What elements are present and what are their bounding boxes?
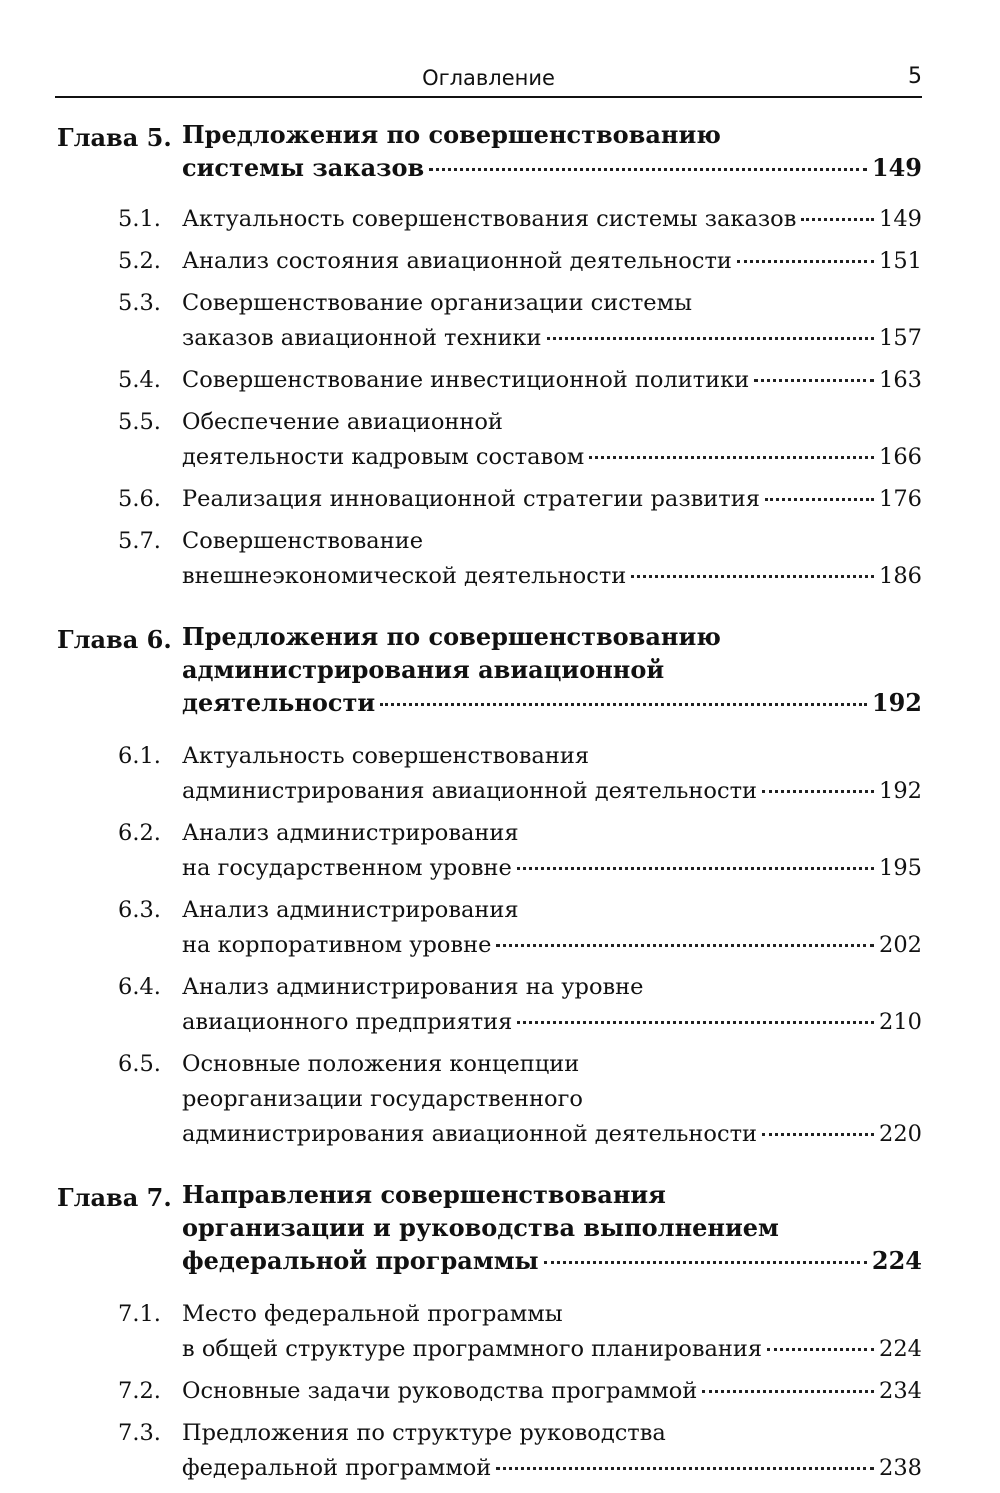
title-line: Анализ администрирования на уровне [182,974,644,1000]
title-last-line: Совершенствование инвестиционной политики [182,367,750,393]
page-number: 5 [908,64,922,89]
title-line: Анализ администрирования [182,820,519,846]
toc-section[interactable] [55,893,922,963]
dot-leader [496,1467,874,1470]
dot-leader [801,218,874,221]
dot-leader [762,790,874,793]
title-line-with-leader [182,482,922,517]
dot-leader [517,867,874,870]
title-line-with-leader [182,1332,922,1367]
dot-leader [767,1348,874,1351]
title-line-with-leader [182,851,922,886]
toc-section[interactable] [55,1047,922,1152]
entry-title [182,1374,922,1409]
title-line: Основные положения концепции [182,1051,580,1077]
title-line-with-leader [182,321,922,356]
section-number: 7.2. [118,1378,161,1404]
page-reference: 157 [879,325,922,351]
title-line-with-leader [182,1374,922,1409]
dot-leader [702,1390,874,1393]
section-number: 6.2. [118,820,161,846]
section-number: 5.7. [118,528,161,554]
page-reference: 192 [879,778,922,804]
entry-title [182,893,922,963]
entry-title [182,482,922,517]
section-number: 6.1. [118,743,161,769]
title-line-with-leader [182,202,922,237]
dot-leader [737,260,874,263]
section-number: 5.2. [118,248,161,274]
page-reference: 234 [879,1378,922,1404]
title-line-with-leader [182,686,922,719]
section-number: 5.6. [118,486,161,512]
title-line-with-leader [182,151,922,184]
page-reference: 202 [879,932,922,958]
title-last-line: Анализ состояния авиационной деятельности [182,248,732,274]
running-header [55,60,922,98]
entry-title [182,1047,922,1152]
toc-chapter[interactable] [55,118,922,184]
toc-section[interactable] [55,202,922,237]
entry-title [182,739,922,809]
page-reference: 192 [871,688,922,717]
toc-section[interactable] [55,1416,922,1486]
title-last-line: в общей структуре программного планирования [182,1336,763,1362]
title-last-line: Актуальность совершенствования системы заказов [182,206,797,232]
title-last-line: администрирования авиационной деятельности [182,778,758,804]
toc-section[interactable] [55,482,922,517]
page-reference: 220 [879,1121,922,1147]
page-reference: 238 [879,1455,922,1481]
toc-section[interactable] [55,970,922,1040]
title-line: Совершенствование организации системы [182,290,692,316]
chapter-label: Глава 7. [57,1183,172,1212]
page-reference: 186 [879,563,922,589]
page-reference: 163 [879,367,922,393]
chapter-label: Глава 6. [57,625,172,654]
title-line: реорганизации государственного [182,1086,583,1112]
title-line-with-leader [182,774,922,809]
title-line: Анализ администрирования [182,897,519,923]
title-last-line: заказов авиационной техники [182,325,542,351]
title-line: Место федеральной программы [182,1301,563,1327]
entry-title [182,118,922,184]
section-number: 7.3. [118,1420,161,1446]
title-line-with-leader [182,244,922,279]
page-reference: 149 [879,206,922,232]
dot-leader [762,1133,874,1136]
dot-leader [547,337,875,340]
dot-leader [544,1261,867,1264]
running-header-title: Оглавление [422,66,555,90]
toc-section[interactable] [55,405,922,475]
page-reference: 166 [879,444,922,470]
title-last-line: внешнеэкономической деятельности [182,563,627,589]
title-last-line: авиационного предприятия [182,1009,513,1035]
page-reference: 195 [879,855,922,881]
page-reference: 176 [879,486,922,512]
entry-title [182,405,922,475]
toc-section[interactable] [55,1374,922,1409]
dot-leader [631,575,874,578]
title-line-with-leader [182,1117,922,1152]
entry-title [182,363,922,398]
title-line-with-leader [182,1244,922,1277]
title-line: Совершенствование [182,528,424,554]
toc-section[interactable] [55,524,922,594]
title-last-line: на государственном уровне [182,855,512,881]
section-number: 6.4. [118,974,161,1000]
section-number: 5.3. [118,290,161,316]
title-last-line: Реализация инновационной стратегии развития [182,486,760,512]
dot-leader [517,1021,874,1024]
title-last-line: администрирования авиационной деятельности [182,1121,758,1147]
title-line: администрирования авиационной [182,655,665,684]
title-line: Предложения по совершенствованию [182,120,721,149]
title-line: Предложения по совершенствованию [182,622,721,651]
title-line: Актуальность совершенствования [182,743,590,769]
title-line-with-leader [182,1451,922,1486]
dot-leader [765,498,874,501]
title-line-with-leader [182,1005,922,1040]
title-line-with-leader [182,559,922,594]
title-last-line: федеральной программы [182,1246,539,1275]
title-line-with-leader [182,363,922,398]
entry-title [182,1178,922,1277]
page-reference: 224 [879,1336,922,1362]
section-number: 7.1. [118,1301,161,1327]
table-of-contents [55,118,922,1493]
page-reference: 149 [871,153,922,182]
dot-leader [380,703,867,706]
title-last-line: системы заказов [182,153,425,182]
entry-title [182,286,922,356]
section-number: 5.1. [118,206,161,232]
title-line: Направления совершенствования [182,1180,666,1209]
title-last-line: деятельности [182,688,376,717]
dot-leader [589,456,874,459]
toc-section[interactable] [55,286,922,356]
page-reference: 224 [871,1246,922,1275]
title-last-line: деятельности кадровым составом [182,444,585,470]
entry-title [182,1416,922,1486]
toc-section[interactable] [55,363,922,398]
title-last-line: Основные задачи руководства программой [182,1378,698,1404]
entry-title [182,816,922,886]
title-last-line: на корпоративном уровне [182,932,492,958]
title-line: Предложения по структуре руководства [182,1420,666,1446]
title-last-line: федеральной программой [182,1455,492,1481]
dot-leader [496,944,874,947]
entry-title [182,244,922,279]
section-number: 5.5. [118,409,161,435]
title-line: организации и руководства выполнением [182,1213,779,1242]
toc-section[interactable] [55,244,922,279]
title-line-with-leader [182,440,922,475]
entry-title [182,202,922,237]
entry-title [182,970,922,1040]
section-number: 5.4. [118,367,161,393]
dot-leader [754,379,874,382]
page-reference: 210 [879,1009,922,1035]
toc-chapter[interactable] [55,620,922,719]
dot-leader [429,168,867,171]
title-line: Обеспечение авиационной [182,409,503,435]
section-number: 6.3. [118,897,161,923]
toc-section[interactable] [55,816,922,886]
entry-title [182,1297,922,1367]
toc-section[interactable] [55,739,922,809]
section-number: 6.5. [118,1051,161,1077]
toc-section[interactable] [55,1297,922,1367]
toc-chapter[interactable] [55,1178,922,1277]
title-line-with-leader [182,928,922,963]
entry-title [182,620,922,719]
chapter-label: Глава 5. [57,123,172,152]
page-reference: 151 [879,248,922,274]
entry-title [182,524,922,594]
